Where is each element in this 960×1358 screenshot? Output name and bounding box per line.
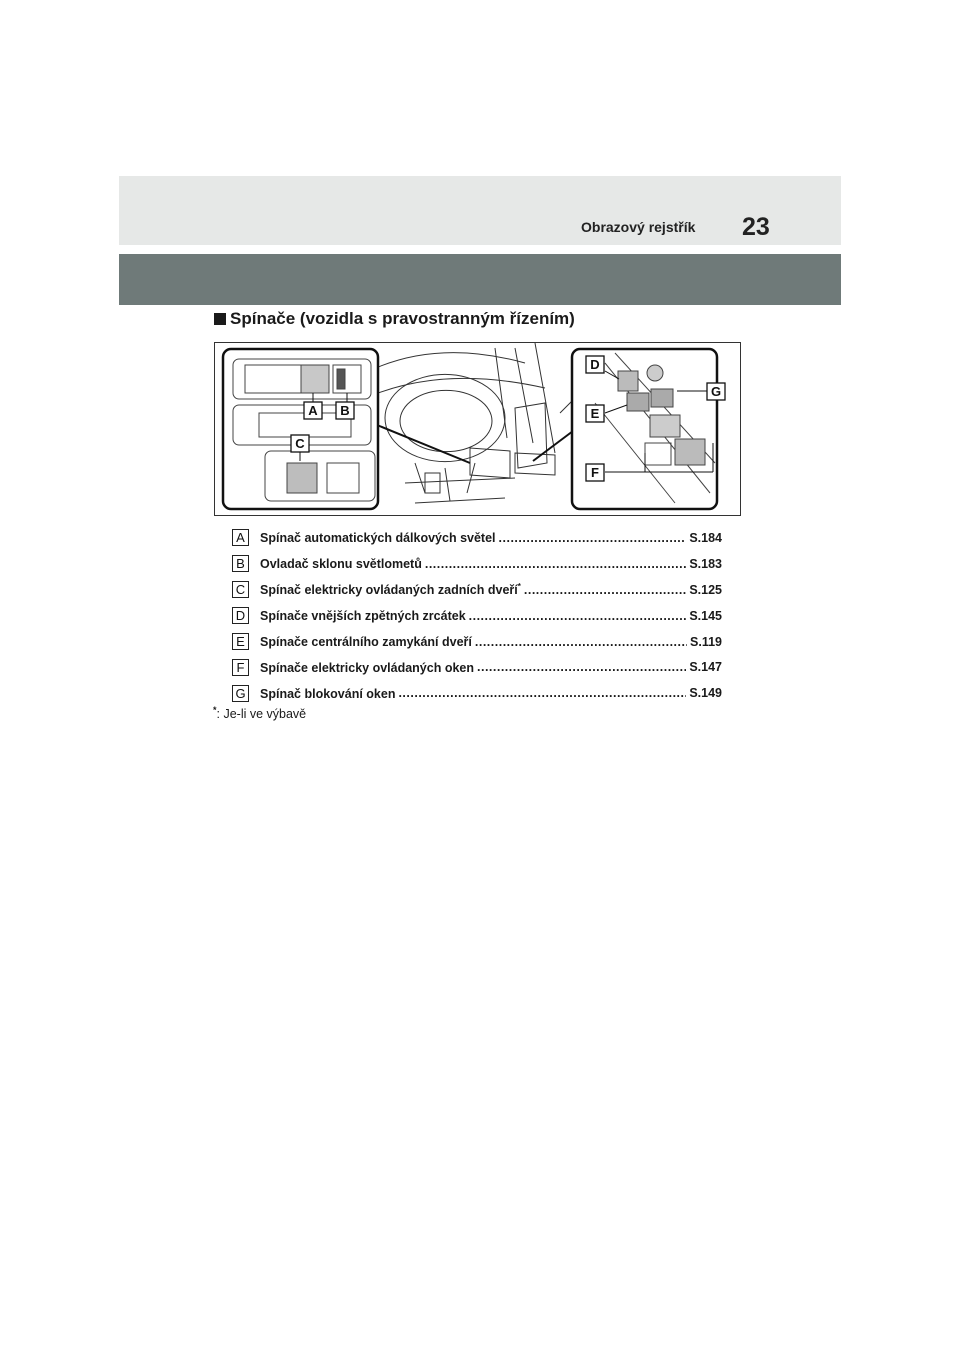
list-item [232,680,722,706]
svg-text:C: C [295,436,305,451]
item-label: Spínače centrálního zamykání dveří [260,635,472,650]
section-band [119,254,841,305]
leader-dots [499,531,687,545]
page-reference[interactable]: S.184 [689,530,722,545]
page-reference[interactable]: S.145 [689,608,722,623]
callout-C [291,435,309,452]
callout-G [707,383,725,400]
footnote-marker: * [213,705,217,715]
svg-text:E: E [590,406,600,421]
page-number: 23 [742,213,770,241]
page-reference[interactable]: S.183 [689,556,722,571]
list-item [232,603,722,629]
switch-list [232,525,722,706]
item-letter: E [232,633,249,650]
page-reference[interactable]: S.147 [689,660,722,675]
callout-B [336,402,354,419]
leader-dots [524,583,686,597]
footnote [213,705,306,721]
section-title-text: Spínače (vozidla s pravostranným řízením) [230,309,575,328]
callout-A [304,402,322,419]
item-letter: F [232,659,249,676]
list-item [232,525,722,551]
page-reference[interactable]: S.125 [689,582,722,597]
callout-D [586,356,604,373]
item-label: Spínače elektricky ovládaných oken [260,660,474,675]
dashboard-line-drawing [215,343,740,515]
svg-text:B: B [340,403,350,418]
bullet-square-icon [214,313,226,325]
leader-dots [475,635,687,649]
leader-dots [469,609,687,623]
callout-E [586,405,604,422]
svg-text:A: A [308,403,318,418]
page-reference[interactable]: S.149 [689,686,722,701]
footnote-text: : Je-li ve výbavě [216,707,307,722]
item-letter: B [232,555,249,572]
header-band [119,176,841,245]
svg-text:D: D [590,357,600,372]
list-item [232,577,722,603]
switches-illustration [214,342,741,516]
leader-dots [425,557,686,571]
item-letter: D [232,607,249,624]
header-section-name: Obrazový rejstřík [581,219,696,235]
item-label: Spínač automatických dálkových světel [260,531,496,546]
item-label: Ovladač sklonu světlometů [260,557,422,572]
svg-text:G: G [710,384,722,399]
item-label: Spínače vnějších zpětných zrcátek [260,609,466,624]
list-item [232,551,722,577]
svg-text:F: F [591,465,599,480]
callout-F [586,464,604,481]
item-letter: C [232,581,249,598]
item-label: Spínač elektricky ovládaných zadních dveří* [260,582,521,598]
item-letter: G [232,685,249,702]
leader-dots [477,660,686,674]
leader-dots [398,686,686,700]
section-title [214,309,575,329]
list-item [232,629,722,655]
item-label: Spínač blokování oken [260,686,396,701]
item-letter: A [232,529,249,546]
list-item [232,654,722,680]
page-reference[interactable]: S.119 [690,634,722,649]
